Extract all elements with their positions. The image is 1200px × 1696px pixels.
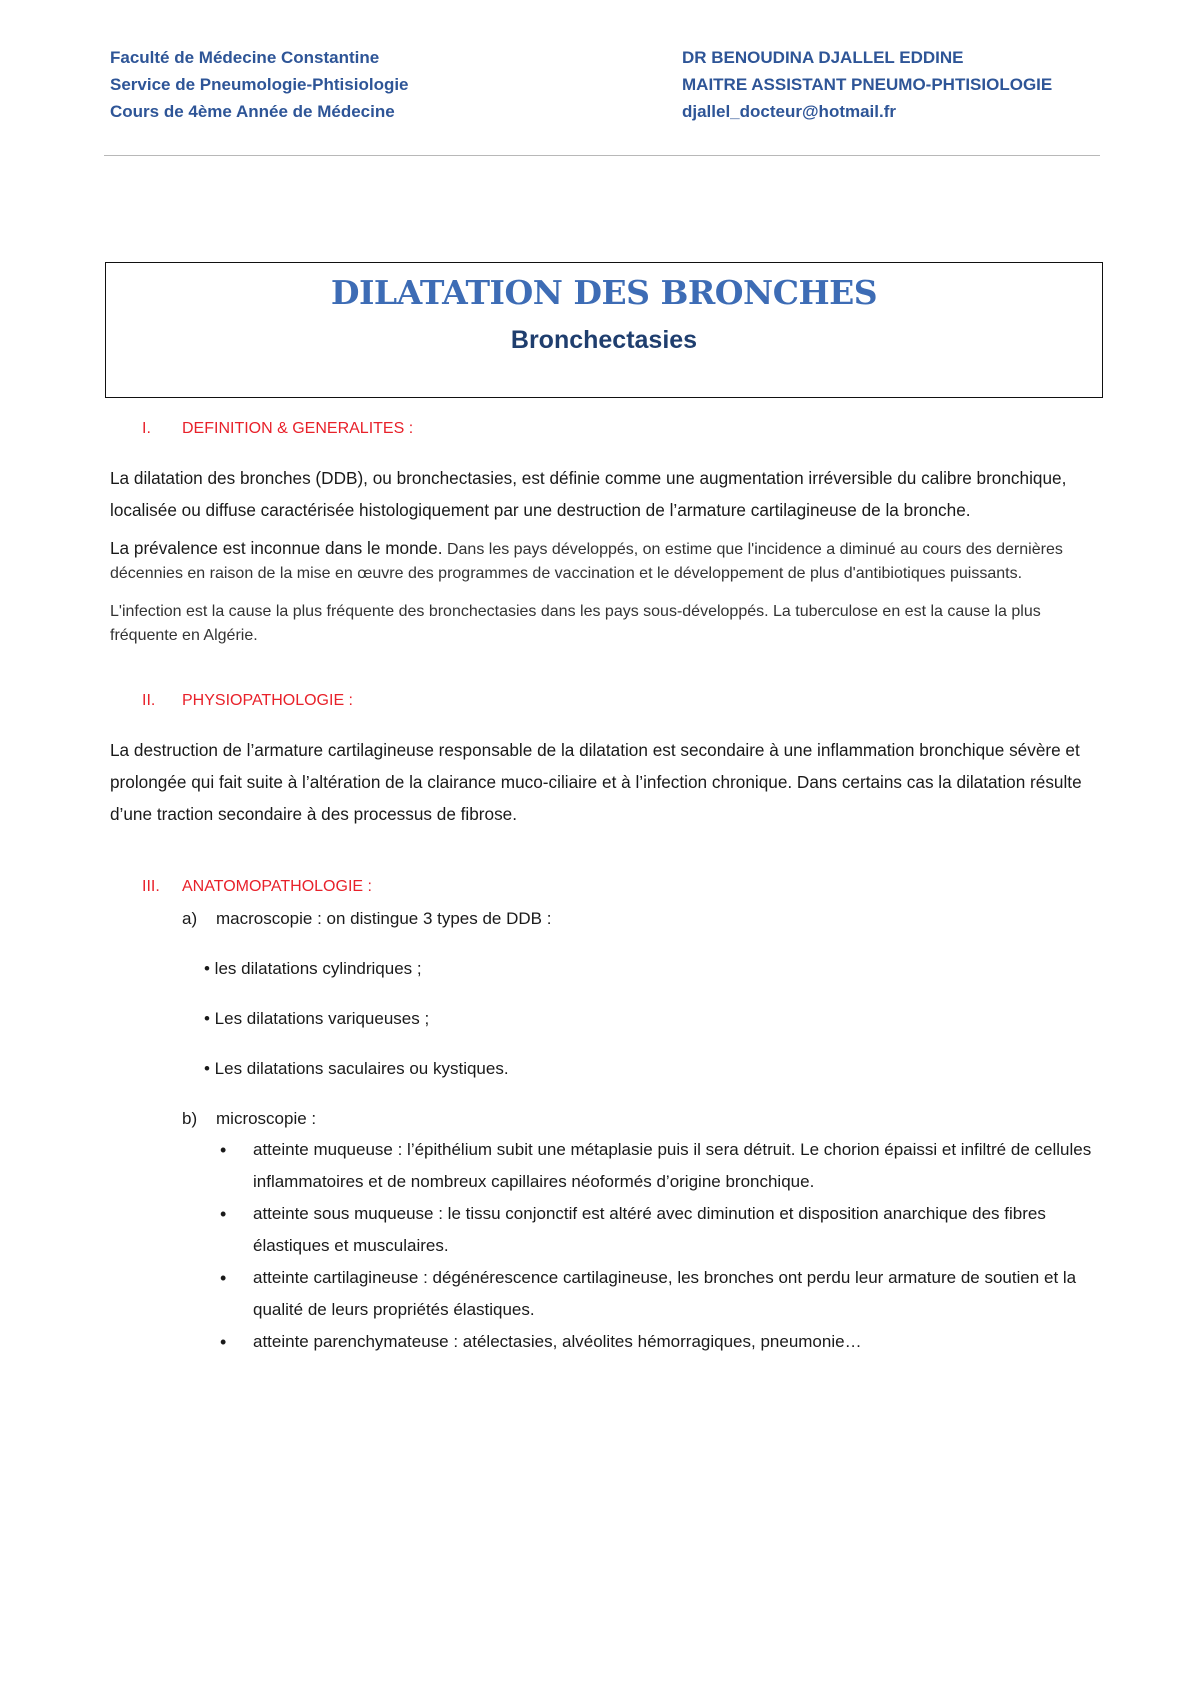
subsection-letter: b)	[182, 1109, 198, 1128]
bullet-icon: •	[220, 1204, 227, 1224]
list-item-text: atteinte parenchymateuse : atélectasies, alvéolites hémorragiques, pneumonie…	[253, 1332, 862, 1351]
bullet-icon: •	[220, 1140, 227, 1160]
header-institution	[110, 44, 630, 125]
header-author-title: MAITRE ASSISTANT PNEUMO-PHTISIOLOGIE	[682, 75, 1053, 94]
paragraph-physiopathology: La destruction de l’armature cartilagineuse responsable de la dilatation est secondaire à une inflammation bronchique sévère et prolongée qui fait suite à l’altération de la clairance muco-ciliaire et à l’infection chronique. Dans certains cas la dilatation résulte d’une traction secondaire à des processus de fibrose.	[110, 740, 1082, 824]
section-title: PHYSIOPATHOLOGIE :	[182, 692, 353, 709]
list-item-cartilage	[110, 1262, 1100, 1326]
title-box	[105, 262, 1103, 398]
list-item-text: atteinte muqueuse : l’épithélium subit une métaplasie puis il sera détruit. Le chorion épaissi et infiltré de cellules inflammatoires et de nombreux capillaires néoformés d’origine bronchique.	[253, 1140, 1092, 1191]
subsection-microscopy	[110, 1106, 1100, 1132]
subsection-title: macroscopie : on distingue 3 types de DDB :	[216, 909, 552, 928]
document-title: DILATATION DES BRONCHES	[330, 273, 878, 312]
subsection-macroscopy	[110, 906, 1100, 932]
microscopy-list	[110, 1134, 1100, 1358]
list-item-text: atteinte cartilagineuse : dégénérescence cartilagineuse, les bronches ont perdu leur armature de soutien et la qualité de leurs propriétés élastiques.	[253, 1268, 1077, 1319]
header-divider	[104, 155, 1100, 156]
list-item-saccular: • Les dilatations saculaires ou kystiques.	[204, 1059, 509, 1078]
header-faculty: Faculté de Médecine Constantine	[110, 48, 380, 67]
list-item-parenchyma	[110, 1326, 1100, 1358]
section-heading-physiopathology	[110, 690, 1100, 712]
section-number: III.	[142, 878, 160, 895]
paragraph-infection: L'infection est la cause la plus fréquente des bronchectasies dans les pays sous-développés. La tuberculose en est la cause la plus fréquente en Algérie.	[110, 603, 1041, 644]
prevalence-rest: Dans les pays développés, on estime que l'incidence a diminué au cours des dernières décennies en raison de la mise en œuvre des programmes de vaccination et le développement de plus d'antibiotiques puissants.	[110, 541, 1063, 582]
prevalence-lead: La prévalence est inconnue dans le monde.	[110, 538, 443, 558]
section-heading-definition	[110, 418, 1100, 440]
list-item-submucosa	[110, 1198, 1100, 1262]
subsection-letter: a)	[182, 909, 198, 928]
paragraph-prevalence	[110, 536, 1100, 586]
list-item-mucosa	[110, 1134, 1100, 1198]
document-subtitle: Bronchectasies	[510, 326, 698, 354]
section-title: ANATOMOPATHOLOGIE :	[182, 878, 372, 895]
section-number: II.	[142, 692, 156, 709]
bullet-icon: •	[220, 1268, 227, 1288]
list-item-varicose: • Les dilatations variqueuses ;	[204, 1009, 430, 1028]
bullet-icon: •	[220, 1332, 227, 1352]
header-author	[682, 44, 1102, 125]
list-item-text: atteinte sous muqueuse : le tissu conjonctif est altéré avec diminution et disposition anarchique des fibres élastiques et musculaires.	[253, 1204, 1046, 1255]
subsection-title: microscopie :	[216, 1109, 317, 1128]
paragraph-definition: La dilatation des bronches (DDB), ou bronchectasies, est définie comme une augmentation irréversible du calibre bronchique, localisée ou diffuse caractérisée histologiquement par une destruction de l’armature cartilagineuse de la bronche.	[110, 468, 1067, 520]
header-course: Cours de 4ème Année de Médecine	[110, 102, 395, 121]
section-heading-anatomopathology	[110, 876, 1100, 898]
section-title: DEFINITION & GENERALITES :	[182, 420, 414, 437]
header-author-name: DR BENOUDINA DJALLEL EDDINE	[682, 48, 964, 67]
section-number: I.	[142, 420, 151, 437]
list-item-cylindrical: • les dilatations cylindriques ;	[204, 959, 422, 978]
header-service: Service de Pneumologie-Phtisiologie	[110, 75, 409, 94]
document-body	[110, 418, 1100, 1358]
header-author-email: djallel_docteur@hotmail.fr	[682, 102, 897, 121]
